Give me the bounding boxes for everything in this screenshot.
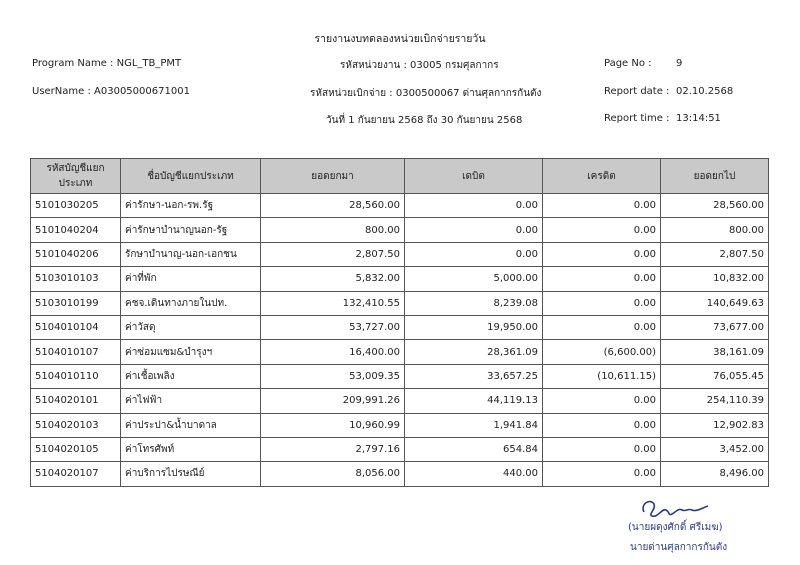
cell-opening-balance: 16,400.00 xyxy=(261,340,405,364)
cell-credit: 0.00 xyxy=(543,315,661,339)
cell-credit: (10,611.15) xyxy=(543,364,661,388)
cell-closing-balance: 3,452.00 xyxy=(661,437,769,461)
cell-closing-balance: 12,902.83 xyxy=(661,413,769,437)
report-time-label: Report time : xyxy=(604,113,670,124)
agency-code: รหัสหน่วยงาน : 03005 กรมศุลกากร xyxy=(340,60,499,71)
cell-account-code: 5101040204 xyxy=(31,218,121,242)
cell-account-name: รักษาบำนาญ-นอก-เอกชน xyxy=(121,242,261,266)
cell-account-code: 5104010104 xyxy=(31,315,121,339)
cell-account-name: ค่าบริการไปรษณีย์ xyxy=(121,462,261,486)
table-row xyxy=(31,340,769,364)
cell-account-name: ค่าไฟฟ้า xyxy=(121,389,261,413)
cell-account-name: ค่าวัสดุ xyxy=(121,315,261,339)
cell-account-code: 5104020105 xyxy=(31,437,121,461)
table-row xyxy=(31,242,769,266)
cell-debit: 19,950.00 xyxy=(405,315,543,339)
cell-debit: 1,941.84 xyxy=(405,413,543,437)
page-no-label: Page No : xyxy=(604,58,652,69)
cell-debit: 44,119.13 xyxy=(405,389,543,413)
cell-opening-balance: 132,410.55 xyxy=(261,291,405,315)
cell-debit: 0.00 xyxy=(405,194,543,218)
cell-closing-balance: 10,832.00 xyxy=(661,267,769,291)
report-title: รายงานงบทดลองหน่วยเบิกจ่ายรายวัน xyxy=(314,33,486,45)
table-row xyxy=(31,462,769,486)
table-body xyxy=(31,194,769,487)
cell-closing-balance: 2,807.50 xyxy=(661,242,769,266)
cell-credit: 0.00 xyxy=(543,194,661,218)
cell-account-code: 5101030205 xyxy=(31,194,121,218)
cell-closing-balance: 28,560.00 xyxy=(661,194,769,218)
table-header-row xyxy=(31,159,769,194)
cell-closing-balance: 73,677.00 xyxy=(661,315,769,339)
table-row xyxy=(31,315,769,339)
cell-closing-balance: 8,496.00 xyxy=(661,462,769,486)
cell-opening-balance: 2,797.16 xyxy=(261,437,405,461)
cell-account-code: 5104020103 xyxy=(31,413,121,437)
cell-credit: 0.00 xyxy=(543,267,661,291)
column-header-debit: เดบิต xyxy=(405,159,543,194)
report-period: วันที่ 1 กันยายน 2568 ถึง 30 กันยายน 2568 xyxy=(326,115,523,126)
cell-opening-balance: 10,960.99 xyxy=(261,413,405,437)
report-time-value: 13:14:51 xyxy=(676,113,721,124)
trial-balance-table xyxy=(30,158,769,487)
program-name: Program Name : NGL_TB_PMT xyxy=(32,58,182,69)
cell-account-code: 5103010103 xyxy=(31,267,121,291)
cell-debit: 0.00 xyxy=(405,242,543,266)
cell-debit: 440.00 xyxy=(405,462,543,486)
cell-debit: 8,239.08 xyxy=(405,291,543,315)
cell-closing-balance: 254,110.39 xyxy=(661,389,769,413)
cell-account-code: 5104010110 xyxy=(31,364,121,388)
cell-debit: 0.00 xyxy=(405,218,543,242)
username: UserName : A03005000671001 xyxy=(32,86,190,97)
cell-account-code: 5104020107 xyxy=(31,462,121,486)
cell-closing-balance: 38,161.09 xyxy=(661,340,769,364)
cell-credit: 0.00 xyxy=(543,218,661,242)
cell-credit: 0.00 xyxy=(543,291,661,315)
cell-account-code: 5104010107 xyxy=(31,340,121,364)
cell-account-name: ค่ารักษา-นอก-รพ.รัฐ xyxy=(121,194,261,218)
cell-credit: 0.00 xyxy=(543,437,661,461)
report-date-label: Report date : xyxy=(604,86,670,97)
disbursement-unit: รหัสหน่วยเบิกจ่าย : 0300500067 ด่านศุลกากรกันตัง xyxy=(310,88,542,99)
page-no-value: 9 xyxy=(676,58,683,69)
table-row xyxy=(31,437,769,461)
cell-account-name: ค่าประปา&น้ำบาดาล xyxy=(121,413,261,437)
signatory-name: (นายผดุงศักดิ์ ศรีเมฆ) xyxy=(628,522,723,533)
cell-opening-balance: 209,991.26 xyxy=(261,389,405,413)
signature-scribble xyxy=(636,494,726,522)
cell-account-name: ค่าโทรศัพท์ xyxy=(121,437,261,461)
column-header-credit: เครดิต xyxy=(543,159,661,194)
cell-opening-balance: 53,727.00 xyxy=(261,315,405,339)
cell-debit: 654.84 xyxy=(405,437,543,461)
cell-opening-balance: 53,009.35 xyxy=(261,364,405,388)
table-row xyxy=(31,194,769,218)
column-header-opening-balance: ยอดยกมา xyxy=(261,159,405,194)
column-header-account-code: รหัสบัญชีแยกประเภท xyxy=(31,159,121,194)
cell-account-code: 5103010199 xyxy=(31,291,121,315)
cell-account-name: ค่ารักษาบำนาญนอก-รัฐ xyxy=(121,218,261,242)
cell-credit: (6,600.00) xyxy=(543,340,661,364)
cell-credit: 0.00 xyxy=(543,413,661,437)
cell-debit: 28,361.09 xyxy=(405,340,543,364)
report-date-value: 02.10.2568 xyxy=(676,86,734,97)
table-row xyxy=(31,291,769,315)
cell-opening-balance: 800.00 xyxy=(261,218,405,242)
table-row xyxy=(31,413,769,437)
cell-account-name: คชจ.เดินทางภายในปท. xyxy=(121,291,261,315)
cell-closing-balance: 76,055.45 xyxy=(661,364,769,388)
cell-account-code: 5104020101 xyxy=(31,389,121,413)
cell-closing-balance: 140,649.63 xyxy=(661,291,769,315)
table-row xyxy=(31,267,769,291)
cell-account-name: ค่าซ่อมแซม&บำรุงฯ xyxy=(121,340,261,364)
signatory-title: นายด่านศุลกากรกันตัง xyxy=(630,542,728,553)
cell-closing-balance: 800.00 xyxy=(661,218,769,242)
table-row xyxy=(31,218,769,242)
column-header-account-name: ชื่อบัญชีแยกประเภท xyxy=(121,159,261,194)
cell-account-code: 5101040206 xyxy=(31,242,121,266)
cell-account-name: ค่าเชื้อเพลิง xyxy=(121,364,261,388)
column-header-closing-balance: ยอดยกไป xyxy=(661,159,769,194)
cell-opening-balance: 5,832.00 xyxy=(261,267,405,291)
cell-opening-balance: 28,560.00 xyxy=(261,194,405,218)
table-row xyxy=(31,389,769,413)
cell-credit: 0.00 xyxy=(543,389,661,413)
cell-opening-balance: 8,056.00 xyxy=(261,462,405,486)
cell-debit: 33,657.25 xyxy=(405,364,543,388)
table-row xyxy=(31,364,769,388)
cell-debit: 5,000.00 xyxy=(405,267,543,291)
cell-opening-balance: 2,807.50 xyxy=(261,242,405,266)
cell-account-name: ค่าที่พัก xyxy=(121,267,261,291)
cell-credit: 0.00 xyxy=(543,242,661,266)
cell-credit: 0.00 xyxy=(543,462,661,486)
